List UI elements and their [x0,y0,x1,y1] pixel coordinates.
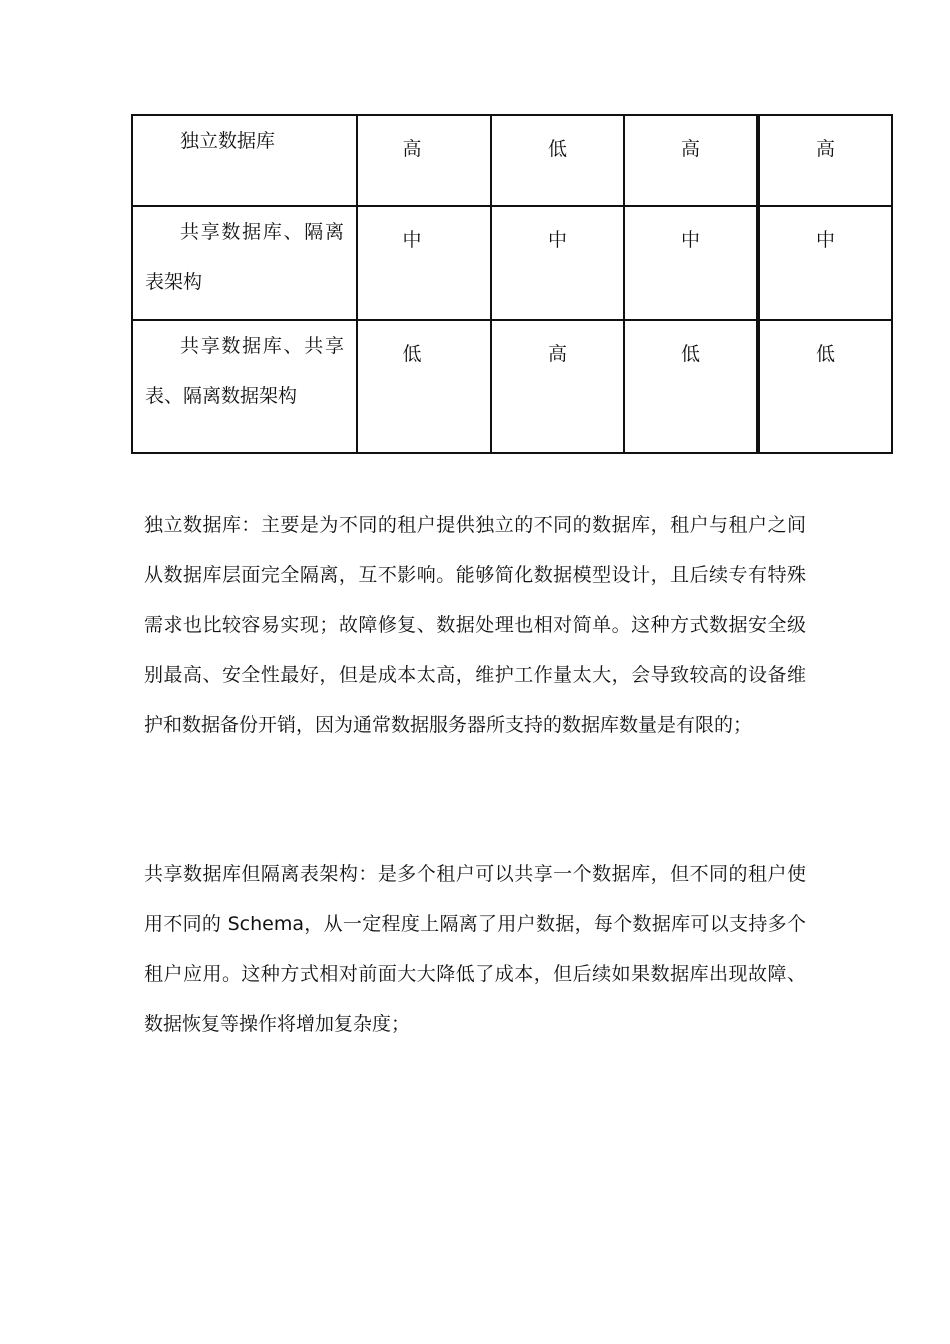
cell-value: 高 [815,138,835,160]
value-cell [758,320,892,453]
value-cell [758,115,892,206]
value-cell [758,206,892,320]
value-cell [624,320,758,453]
row-label-cell [132,115,357,206]
paragraph-independent-database: 独立数据库：主要是为不同的租户提供独立的不同的数据库，租户与租户之间从数据库层面完全隔离，互不影响。能够简化数据模型设计，且后续专有特殊需求也比较容易实现；故障修复、数据处理也相对简单。这种方式数据安全级别最高、安全性最好，但是成本太高，维护工作量太大，会导致较高的设备维护和数据备份开销，因为通常数据服务器所支持的数据库数量是有限的； [144,514,806,736]
value-cell [624,206,758,320]
cell-value: 中 [815,229,835,251]
cell-value: 高 [680,138,700,160]
value-cell [357,206,491,320]
cell-value: 中 [547,229,567,251]
row-label-cell [132,206,357,320]
row-label: 共享数据库、隔离表架构 [145,221,344,293]
cell-value: 高 [547,343,567,365]
value-cell [491,206,624,320]
comparison-table [131,114,893,454]
value-cell [357,115,491,206]
cell-value: 低 [547,138,567,160]
cell-value: 高 [402,138,422,160]
table-row [132,320,892,453]
value-cell [624,115,758,206]
cell-value: 中 [680,229,700,251]
cell-value: 低 [815,343,835,365]
value-cell [491,320,624,453]
table-row [132,206,892,320]
row-label: 共享数据库、共享 表、隔离数据架构 [145,335,344,407]
row-label-cell [132,320,357,453]
row-label: 独立数据库 [180,130,276,152]
paragraph-shared-database-isolated-schema: 共享数据库但隔离表架构：是多个租户可以共享一个数据库，但不同的租户使用不同的 Schema，从一定程度上隔离了用户数据，每个数据库可以支持多个租户应用。这种方式相对前面大大降低了成本，但后续如果数据库出现故障、数据恢复等操作将增加复杂度； [144,863,806,1035]
table-row [132,115,892,206]
value-cell [357,320,491,453]
cell-value: 低 [402,343,422,365]
cell-value: 低 [680,343,700,365]
value-cell [491,115,624,206]
cell-value: 中 [402,229,422,251]
